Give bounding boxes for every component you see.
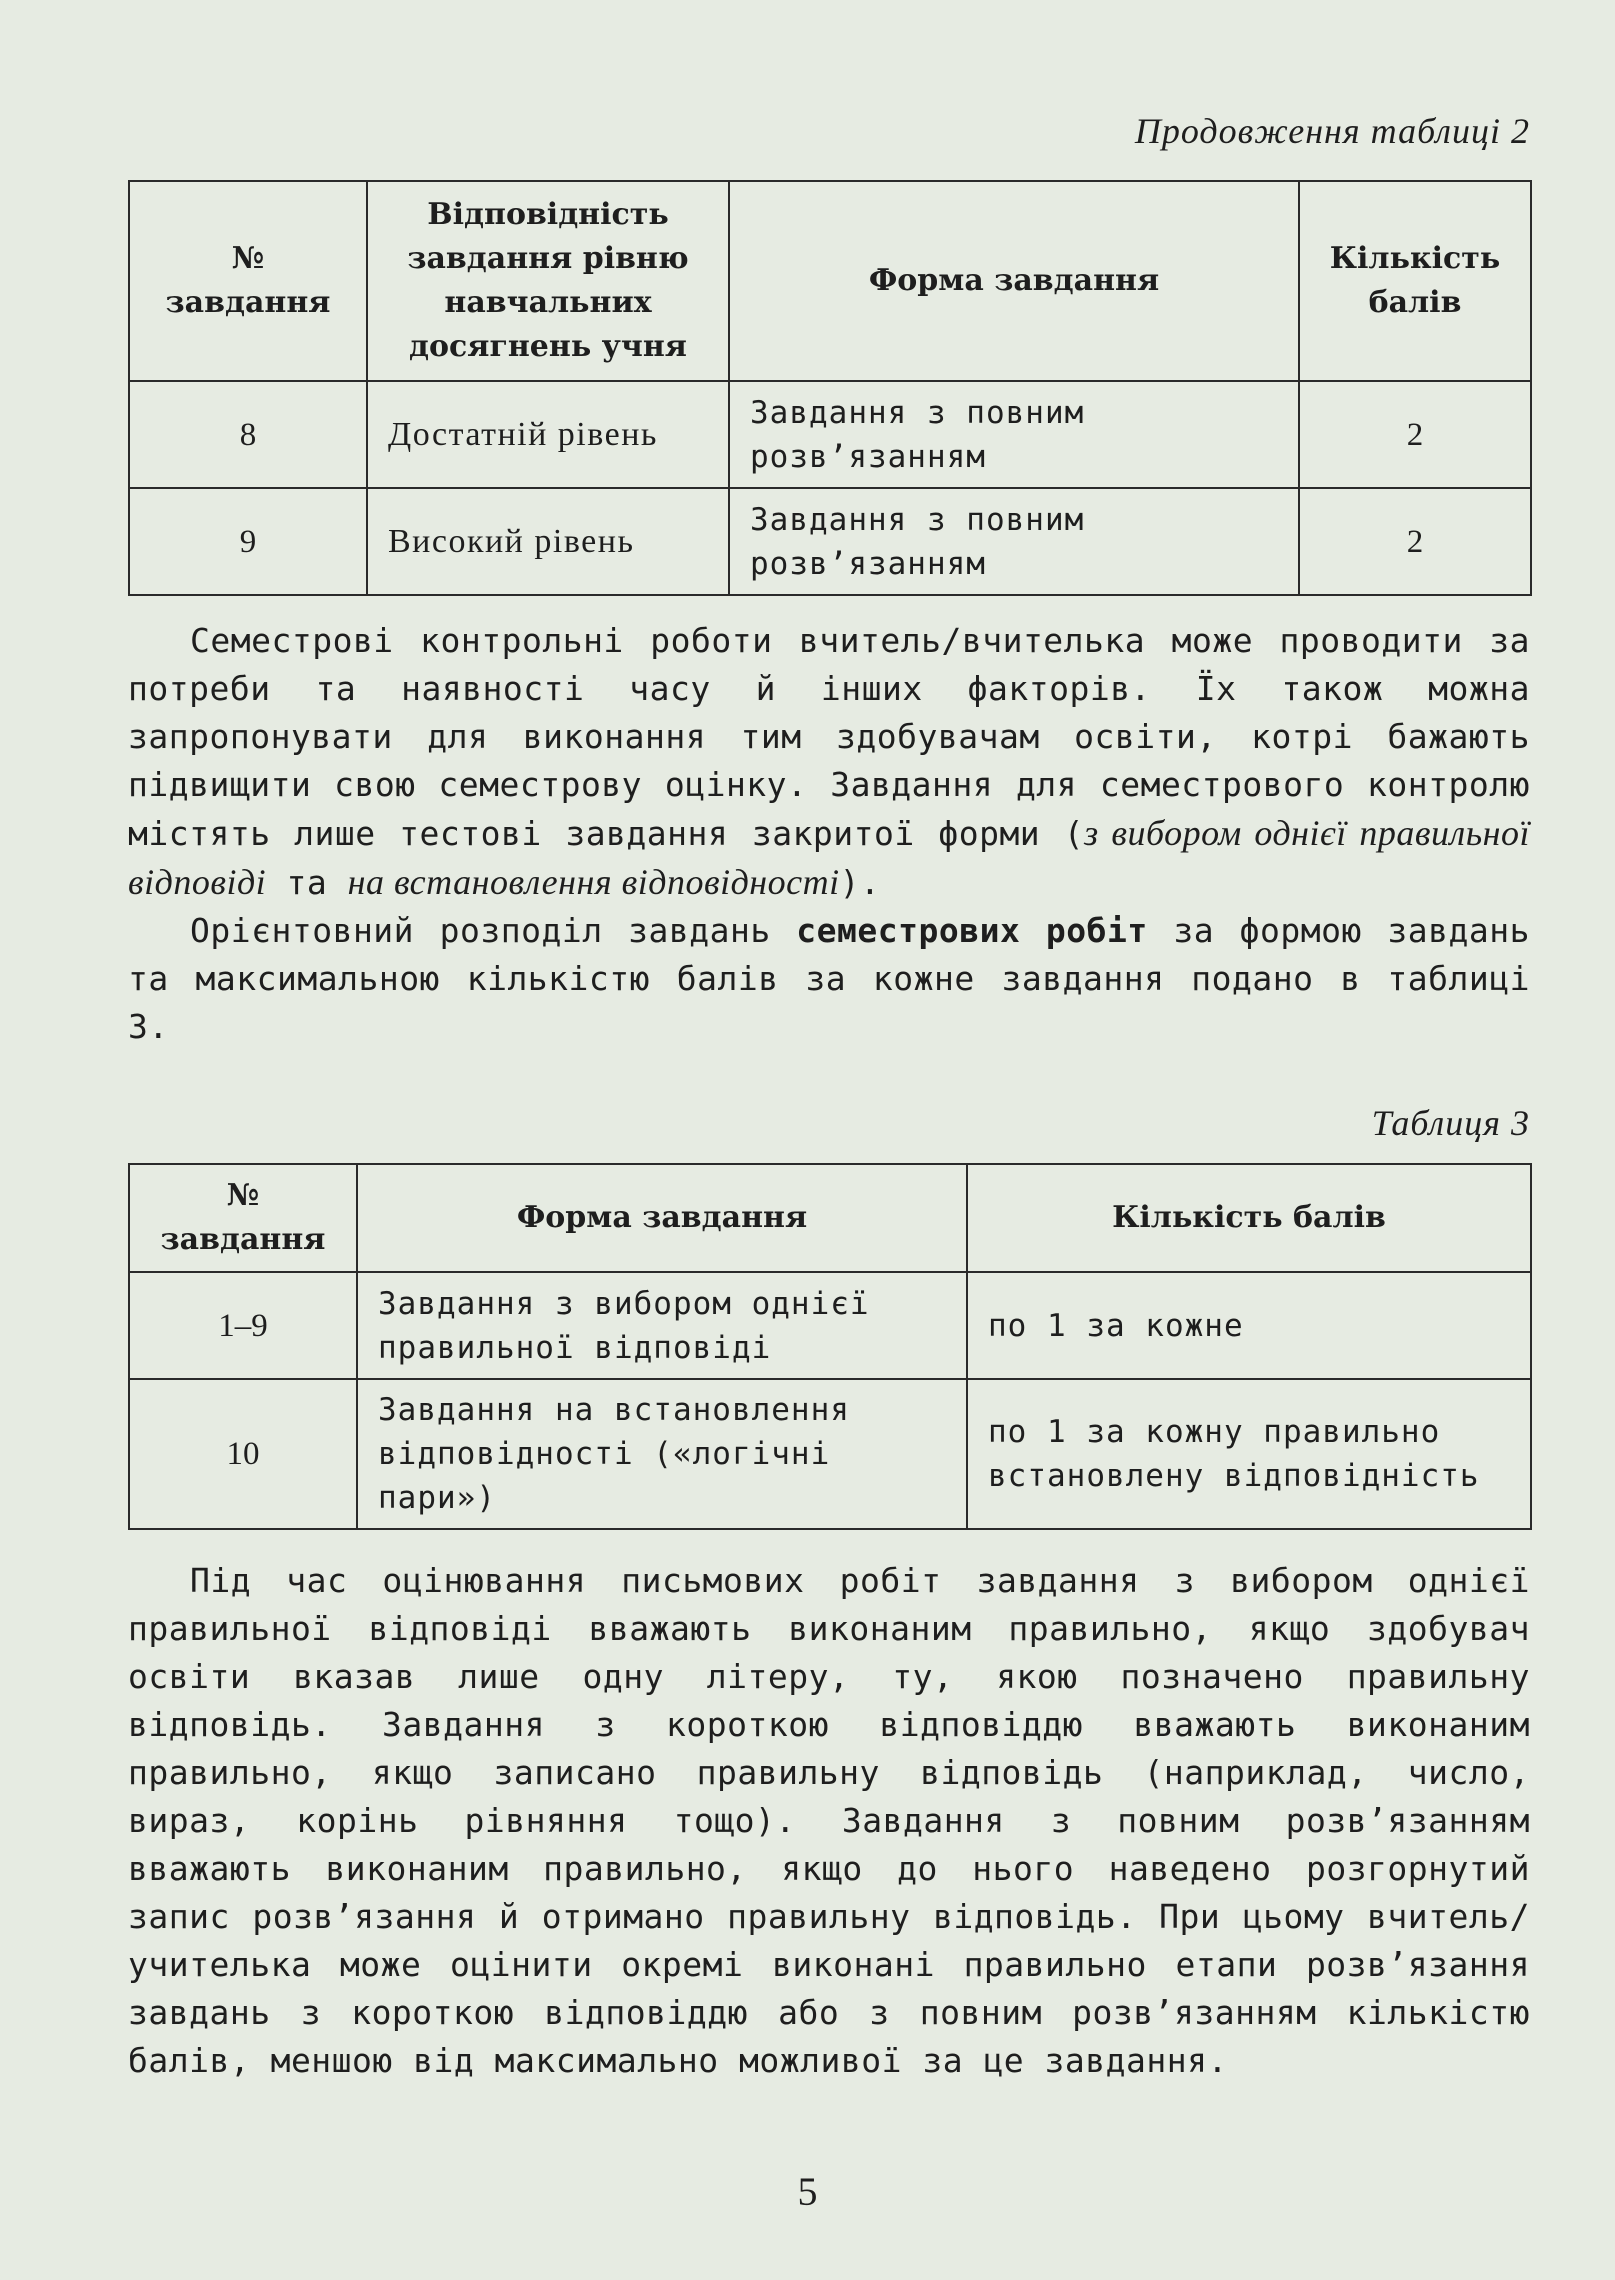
table3-caption: Таблиця 3	[1371, 1103, 1530, 1143]
table-3	[128, 1163, 1532, 1530]
table3-cell-points: по 1 за кожну правильно встановлену відповідність	[967, 1379, 1531, 1529]
paragraph-text: Орієнтовний розподіл завдань	[190, 911, 797, 950]
table3-header-row	[129, 1164, 1531, 1272]
table2-cell-num: 8	[129, 381, 367, 488]
table2-cell-points: 2	[1299, 381, 1531, 488]
table2-cell-form: Завдання з повним розв’язанням	[729, 381, 1299, 488]
table3-cell-form: Завдання з вибором однієї правильної відповіді	[357, 1272, 967, 1379]
table3-header-num: № завдання	[129, 1164, 357, 1272]
paragraph-italic: на встановлення відповідності	[347, 862, 840, 902]
table2-cell-form: Завдання з повним розв’язанням	[729, 488, 1299, 595]
table-row	[129, 381, 1531, 488]
paragraph-text: за формою завдань та максимальною кількістю балів за кожне завдання подано в таблиці 3.	[128, 911, 1530, 1046]
table2-header-level: Відповідність завдання рівню навчальних досягнень учня	[367, 181, 729, 381]
table2-cell-num: 9	[129, 488, 367, 595]
table2-header-num: № завдання	[129, 181, 367, 381]
paragraph-bold: семестрових робіт	[796, 911, 1148, 950]
table-2	[128, 180, 1532, 596]
table3-cell-points: по 1 за кожне	[967, 1272, 1531, 1379]
table2-cell-level: Високий рівень	[367, 488, 729, 595]
paragraph-text: Семестрові контрольні роботи вчитель/вчителька може проводити за потреби та наявності часу й інших факторів. Їх також можна запропонувати для виконання тим здобувачам освіти, котрі бажають підвищити свою семестрову оцінку. Завдання для семестрового контролю містять лише тестові завдання закритої форми (	[128, 621, 1530, 853]
table2-header-row	[129, 181, 1531, 381]
paragraph-text: та	[266, 863, 348, 902]
table-row	[129, 1379, 1531, 1529]
table3-header-form: Форма завдання	[357, 1164, 967, 1272]
table2-cell-level: Достатній рівень	[367, 381, 729, 488]
table-row	[129, 488, 1531, 595]
table2-header-points: Кількість балів	[1299, 181, 1531, 381]
paragraph-text: ).	[839, 863, 881, 902]
page-number: 5	[797, 2169, 818, 2214]
table3-cell-num: 10	[129, 1379, 357, 1529]
paragraph-evaluation	[128, 1557, 1530, 2085]
table3-header-points: Кількість балів	[967, 1164, 1531, 1272]
table3-cell-form: Завдання на встановлення відповідності («логічні пари»)	[357, 1379, 967, 1529]
paragraph-italic: з вибором однієї правильної відповіді	[128, 813, 1530, 902]
table3-cell-num: 1–9	[129, 1272, 357, 1379]
paragraph-text: Під час оцінювання письмових робіт завдання з вибором однієї правильної відповіді вважають виконаним правильно, якщо здобувач освіти вказав лише одну літеру, ту, якою позначено правильну відповідь. Завдання з короткою відповіддю вважають виконаним правильно, якщо записано правильну відповідь (наприклад, число, вираз, корінь рівняння тощо). Завдання з повним розв’язанням вважають виконаним правильно, якщо до нього наведено розгорнутий запис розв’язання й отримано правильну відповідь. При цьому вчитель/учителька може оцінити окремі виконані правильно етапи розв’язання завдань з короткою відповіддю або з повним розв’язанням кількістю балів, меншою від максимально можливої за це завдання.	[128, 1561, 1530, 2080]
table2-cell-points: 2	[1299, 488, 1531, 595]
table2-caption: Продовження таблиці 2	[1134, 111, 1530, 151]
paragraph-semester-works	[128, 617, 1530, 1051]
table-row	[129, 1272, 1531, 1379]
table2-header-form: Форма завдання	[729, 181, 1299, 381]
